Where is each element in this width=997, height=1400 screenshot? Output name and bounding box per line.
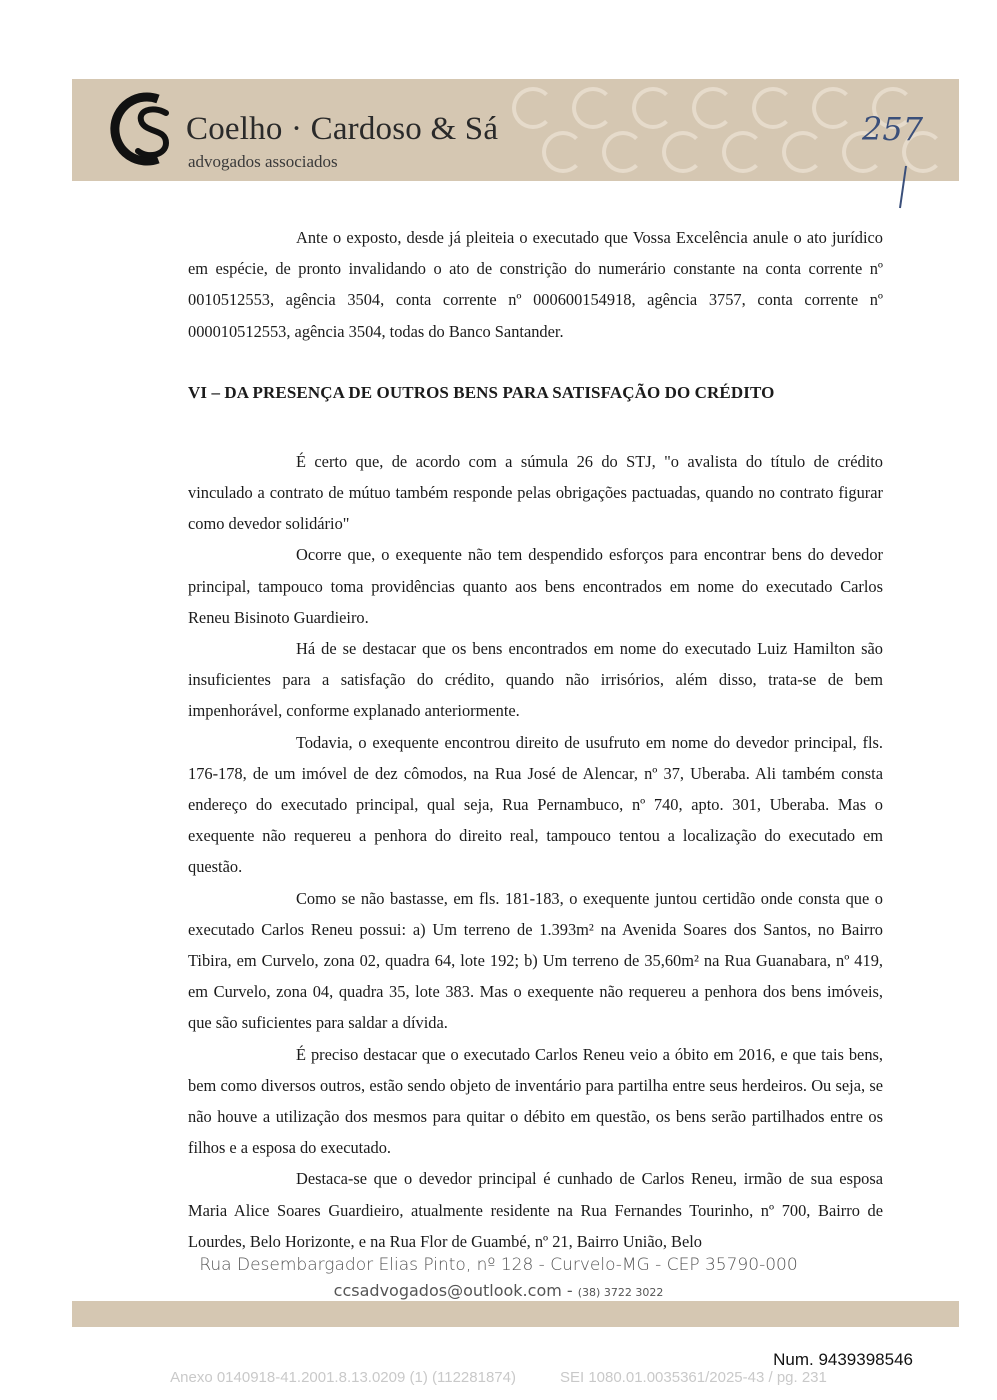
paragraph: Há de se destacar que os bens encontrados em nome do executado Luiz Hamilton são insuficientes para a satisfação do crédito, quando não irrisórios, além disso, trata-se de bem impenhorável, conforme explanado anteriormente.: [188, 639, 883, 721]
cs-monogram-icon: [106, 89, 186, 169]
footer-separator: -: [561, 1281, 578, 1300]
footer-address: Rua Desembargador Elias Pinto, nº 128 - Curvelo-MG - CEP 35790-000: [199, 1255, 798, 1275]
document-number: Num. 9439398546: [773, 1350, 913, 1369]
paragraph: Como se não bastasse, em fls. 181-183, o exequente juntou certidão onde consta que o executado Carlos Reneu possui: a) Um terreno de 1.393m² na Avenida Soares dos Santos, no Bairro Tibira, em Curvelo, zona 02, quadra 64, lote 192; b) Um terreno de 35,60m² na Rua Guanabara, nº 419, em Curvelo, zona 04, quadra 35, lote 383. Mas o exequente não requereu a penhora dos bens imóveis, que são suficientes para saldar a dívida.: [188, 888, 883, 1033]
firm-subtitle: advogados associados: [188, 152, 338, 171]
footer-contact: [0, 1281, 997, 1300]
annex-reference: Anexo 0140918-41.2001.8.13.0209 (1) (112281874): [170, 1369, 516, 1386]
section-heading: VI – DA PRESENÇA DE OUTROS BENS PARA SATISFAÇÃO DO CRÉDITO: [188, 382, 775, 402]
firm-name: Coelho · Cardoso & Sá: [186, 111, 499, 147]
paragraph-conclusion: Ante o exposto, desde já pleiteia o executado que Vossa Excelência anule o ato jurídico em espécie, de pronto invalidando o ato de constrição do numerário constante na conta corrente nº 0010512553, agência 3504, conta corrente nº 000600154918, agência 3757, conta corrente nº 000010512553, agência 3504, todas do Banco Santander.: [188, 228, 883, 341]
paragraph: Destaca-se que o devedor principal é cunhado de Carlos Reneu, irmão de sua esposa Maria Alice Soares Guardieiro, atualmente residente na Rua Fernandes Tourinho, nº 700, Bairro de Lourdes, Belo Horizonte, e na Rua Flor de Guambé, nº 21, Bairro União, Belo: [188, 1169, 883, 1251]
paragraph: É certo que, de acordo com a súmula 26 do STJ, "o avalista do título de crédito vinculado a contrato de mútuo também responde pelas obrigações pactuadas, quando no contrato figurar como devedor solidário": [188, 451, 883, 534]
letterhead-band: [72, 79, 959, 181]
stamp-line: [0, 1369, 997, 1386]
svg-text:257: 257: [862, 110, 924, 148]
paragraph: Ocorre que, o exequente não tem despendido esforços para encontrar bens do devedor principal, tampouco toma providências quanto aos bens encontrados em nome do executado Carlos Reneu Bisinoto Guardieiro.: [188, 545, 883, 627]
paragraph: Todavia, o exequente encontrou direito de usufruto em nome do devedor principal, fls. 176-178, de um imóvel de dez cômodos, na Rua José de Alencar, nº 37, Uberaba. Ali também consta endereço do executado principal, qual seja, Rua Pernambuco, nº 740, apto. 301, Uberaba. Mas o exequente não requereu a penhora do direito real, tampouco tentou a localização do executado em questão.: [188, 732, 883, 877]
document-body: [188, 222, 883, 1257]
footer-email: ccsadvogados@outlook.com: [333, 1281, 562, 1300]
footer-band: [72, 1301, 959, 1327]
footer-phone: (38) 3722 3022: [577, 1286, 664, 1299]
sei-reference: SEI 1080.01.0035361/2025-43 / pg. 231: [559, 1369, 827, 1386]
handwritten-page-number: [856, 94, 946, 212]
paragraph: É preciso destacar que o executado Carlos Reneu veio a óbito em 2016, e que tais bens, bem como diversos outros, estão sendo objeto de inventário para partilha entre seus herdeiros. Ou seja, se não houve a utilização dos mesmos para quitar o débito em questão, os bens serão partilhados entre os filhos e a esposa do executado.: [188, 1044, 883, 1158]
